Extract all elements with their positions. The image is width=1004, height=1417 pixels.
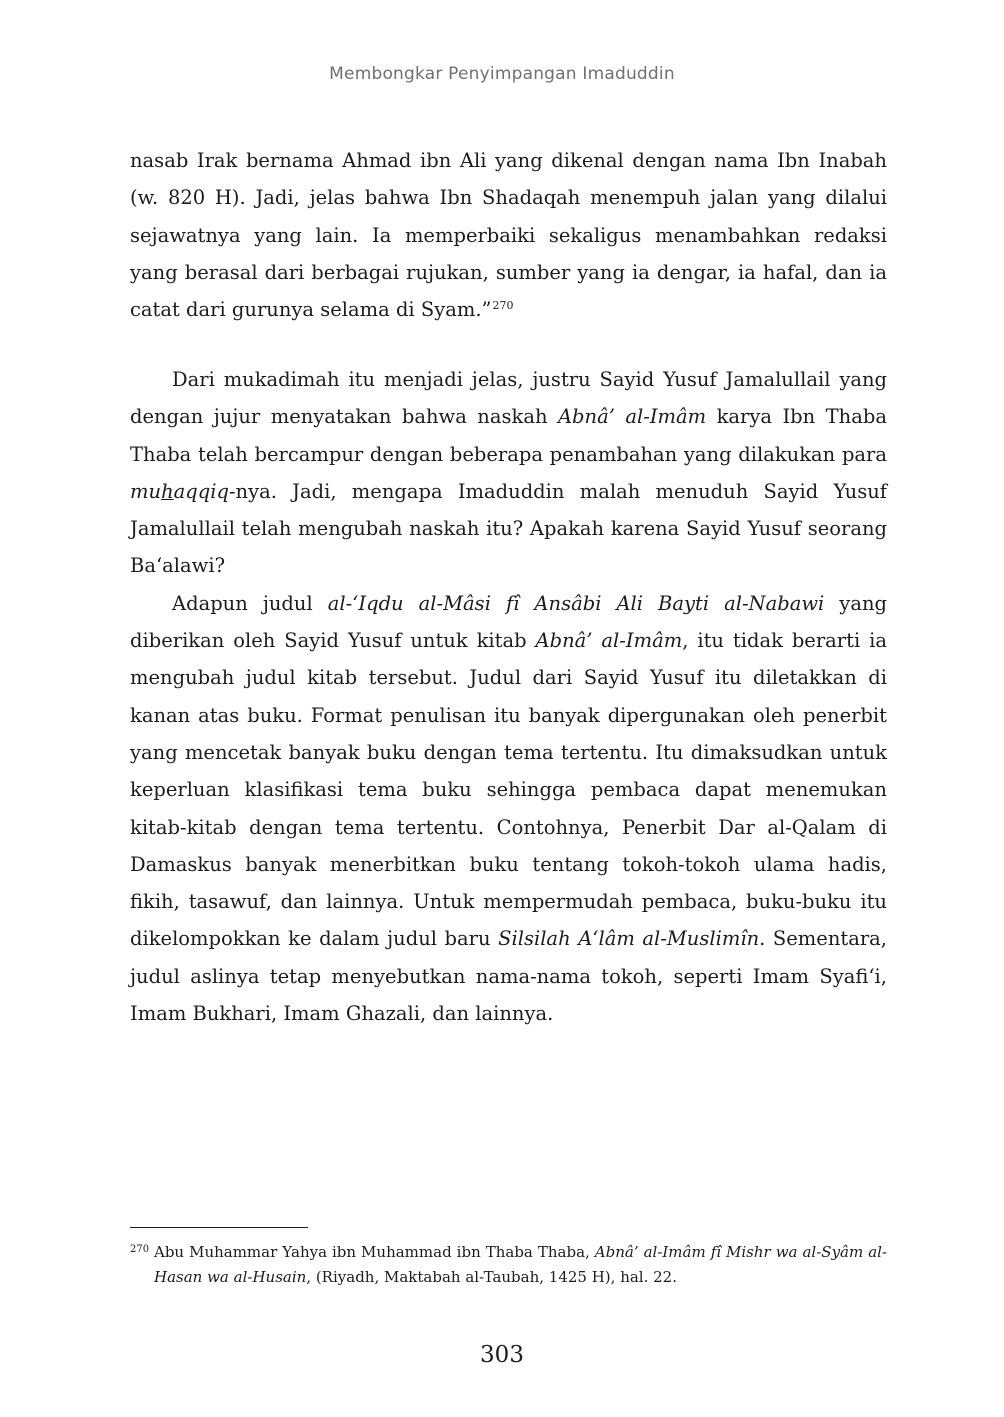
paragraph-continuation: [130, 142, 887, 328]
p3-text-1: Adapun judul: [172, 591, 328, 615]
footnote-number: 270: [130, 1244, 150, 1255]
footnote-divider: [130, 1227, 308, 1228]
footnote-270: [130, 1240, 887, 1290]
paragraph-2: [130, 361, 887, 585]
p2-term-muhaqqiq: muhaqqiq: [130, 479, 229, 503]
body-paragraphs: [130, 361, 887, 1032]
p2-text-3: -nya. Jadi, mengapa Imaduddin malah menuduh Sayid Yusuf Jamalullail telah mengubah naskah itu? Apakah karena Sayid Yusuf seorang Ba‘alawi?: [130, 479, 887, 578]
paragraph-3: [130, 585, 887, 1033]
running-header: Membongkar Penyimpangan Imaduddin: [329, 64, 675, 84]
p3-title-iqdu: al-‘Iqdu al-Mâsi fî Ansâbi Ali Bayti al-Nabawi: [327, 591, 825, 615]
p3-title-abna: Abnâ’ al-Imâm: [535, 629, 683, 653]
paragraph-1-text: nasab Irak bernama Ahmad ibn Ali yang dikenal dengan nama Ibn Inabah (w. 820 H). Jadi, jelas bahwa Ibn Shadaqah menempuh jalan yang dilalui sejawatnya yang lain. Ia memperbaiki sekaligus menambahkan redaksi yang berasal dari berbagai rujukan, sumber yang ia dengar, ia hafal, dan ia catat dari gurunya selama di Syam.”: [130, 149, 887, 322]
footnote-ref-270[interactable]: 270: [492, 298, 514, 312]
p2-title-abna: Abnâ’ al-Imâm: [557, 405, 707, 429]
page-number: 303: [480, 1342, 524, 1368]
p3-text-4: . Sementara, judul aslinya tetap menyebutkan nama-nama tokoh, seperti Imam Syafi‘i, Imam Bukhari, Imam Ghazali, dan lainnya.: [130, 927, 888, 1026]
footnote-text: Abu Muhammar Yahya ibn Muhammad ibn Thaba Thaba, Abnâ’ al-Imâm fî Mishr wa al-Syâm al-Hasan wa al-Husain, (Riyadh, Maktabah al-Taubah, 1425 H), hal. 22.: [154, 1243, 888, 1286]
p2-text-1: Dari mukadimah itu menjadi jelas, justru Sayid Yusuf Jamalullail yang dengan jujur menyatakan bahwa naskah: [130, 368, 887, 429]
p3-title-silsilah: Silsilah A‘lâm al-Muslimîn: [498, 927, 760, 951]
footnote-title: Abnâ’ al-Imâm fî Mishr wa al-Syâm al-Hasan wa al-Husain: [154, 1243, 888, 1286]
p2-text-2: karya Ibn Thaba Thaba telah bercampur dengan beberapa penambahan yang dilakukan para: [130, 405, 887, 466]
p3-text-3: , itu tidak berarti ia mengubah judul kitab tersebut. Judul dari Sayid Yusuf itu diletakkan di kanan atas buku. Format penulisan itu banyak dipergunakan oleh penerbit yang mencetak banyak buku dengan tema tertentu. Itu dimaksudkan untuk keperluan klasifikasi tema buku sehingga pembaca dapat menemukan kitab-kitab dengan tema tertentu. Contohnya, Penerbit Dar al-Qalam di Damaskus banyak menerbitkan buku tentang tokoh-tokoh ulama hadis, fikih, tasawuf, dan lainnya. Untuk mempermudah pembaca, buku-buku itu dikelompokkan ke dalam judul baru: [130, 629, 887, 951]
p3-text-2: yang diberikan oleh Sayid Yusuf untuk kitab: [130, 591, 887, 653]
